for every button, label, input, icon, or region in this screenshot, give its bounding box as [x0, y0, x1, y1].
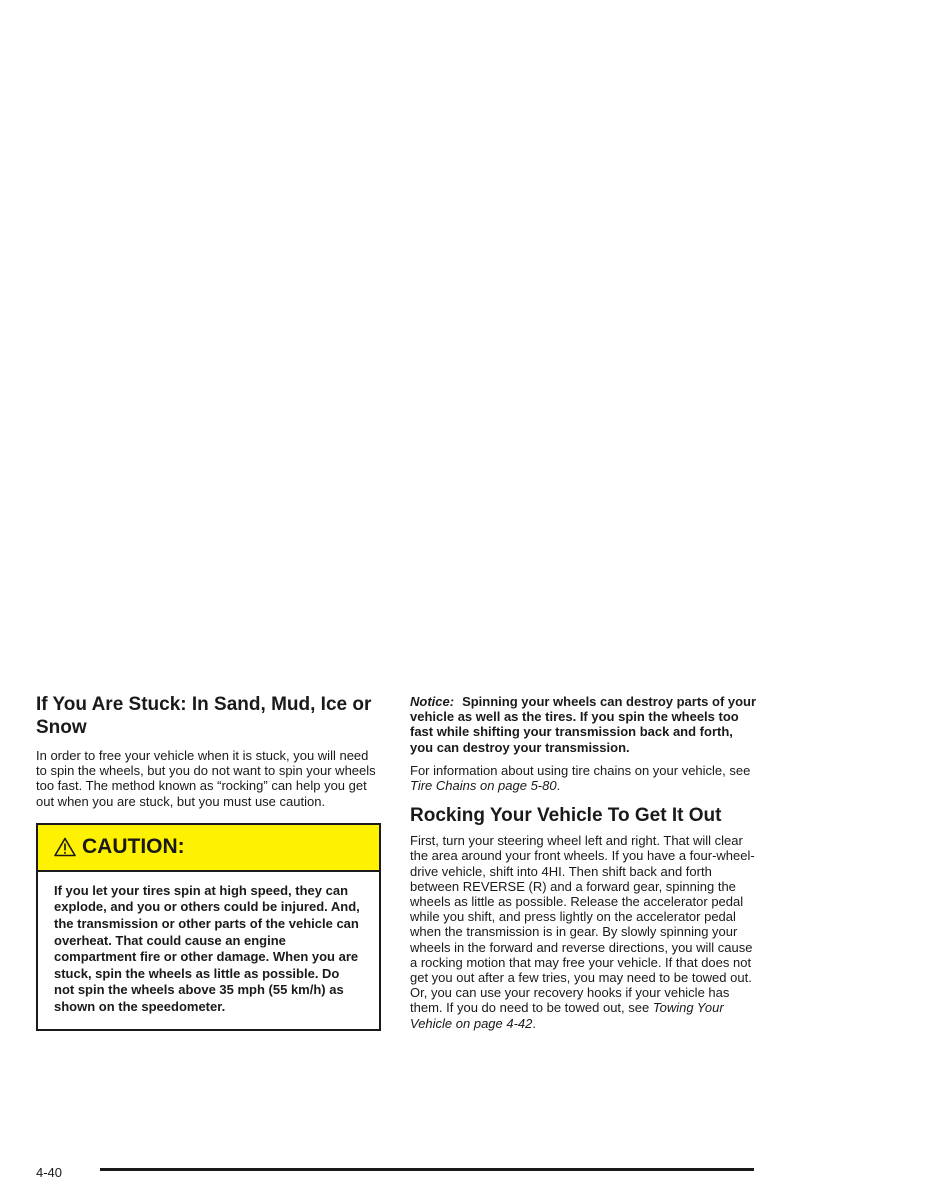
tire-chains-text: For information about using tire chains on your vehicle, see	[410, 762, 751, 778]
stuck-intro-paragraph: In order to free your vehicle when it is stuck, you will need to spin the wheels, but you do not want to spin your wheels too fast. The method known as “rocking” can help you get out when you are stuck, but you must use caution.	[36, 748, 376, 809]
section-heading-stuck: If You Are Stuck: In Sand, Mud, Ice or Snow	[36, 694, 372, 738]
notice-paragraph	[410, 694, 758, 755]
right-column	[410, 694, 758, 1031]
section-heading-rocking: Rocking Your Vehicle To Get It Out	[410, 805, 722, 827]
tire-chains-reference: Tire Chains on page 5-80	[410, 778, 557, 794]
rocking-paragraph	[410, 833, 758, 1031]
notice-text: Spinning your wheels can destroy parts of your vehicle as well as the tires. If you spin the wheels too fast while shifting your transmission back and forth, you can destroy your transmission.	[410, 694, 757, 755]
caution-title: CAUTION:	[82, 835, 185, 859]
rocking-text: First, turn your steering wheel left and right. That will clear the area around your front wheels. If you have a four-wheel-drive vehicle, shift into 4HI. Then shift back and forth between REVERSE (R) and a forward gear, spinning the wheels as little as possible. Release the accelerator pedal while you shift, and press lightly on the accelerator pedal when the transmission is in gear. By slowly spinning your wheels in the forward and reverse directions, you will cause a rocking motion that may free your vehicle. If that does not get you out after a few tries, you may need to be towed out. Or, you can use your recovery hooks if your vehicle has them. If you do need to be towed out, see	[410, 833, 755, 1016]
caution-header	[38, 825, 379, 872]
warning-triangle-icon	[54, 837, 76, 857]
left-column	[36, 693, 382, 1031]
tire-chains-paragraph	[410, 763, 758, 793]
tire-chains-end: .	[556, 778, 561, 794]
towing-reference: Towing Your Vehicle on page 4-42	[410, 1000, 724, 1031]
notice-label: Notice:	[410, 694, 455, 709]
rocking-end: .	[532, 1015, 537, 1031]
page-number: 4-40	[36, 1165, 63, 1180]
caution-box	[36, 823, 381, 1031]
caution-body: If you let your tires spin at high speed, they can explode, and you or others could be injured. And, the transmission or other parts of the vehicle can overheat. That could cause an engine compartment fire or other damage. When you are stuck, spin the wheels as little as possible. Do not spin the wheels above 35 mph (55 km/h) as shown on the speedometer.	[54, 882, 360, 1014]
footer-rule	[100, 1168, 754, 1171]
